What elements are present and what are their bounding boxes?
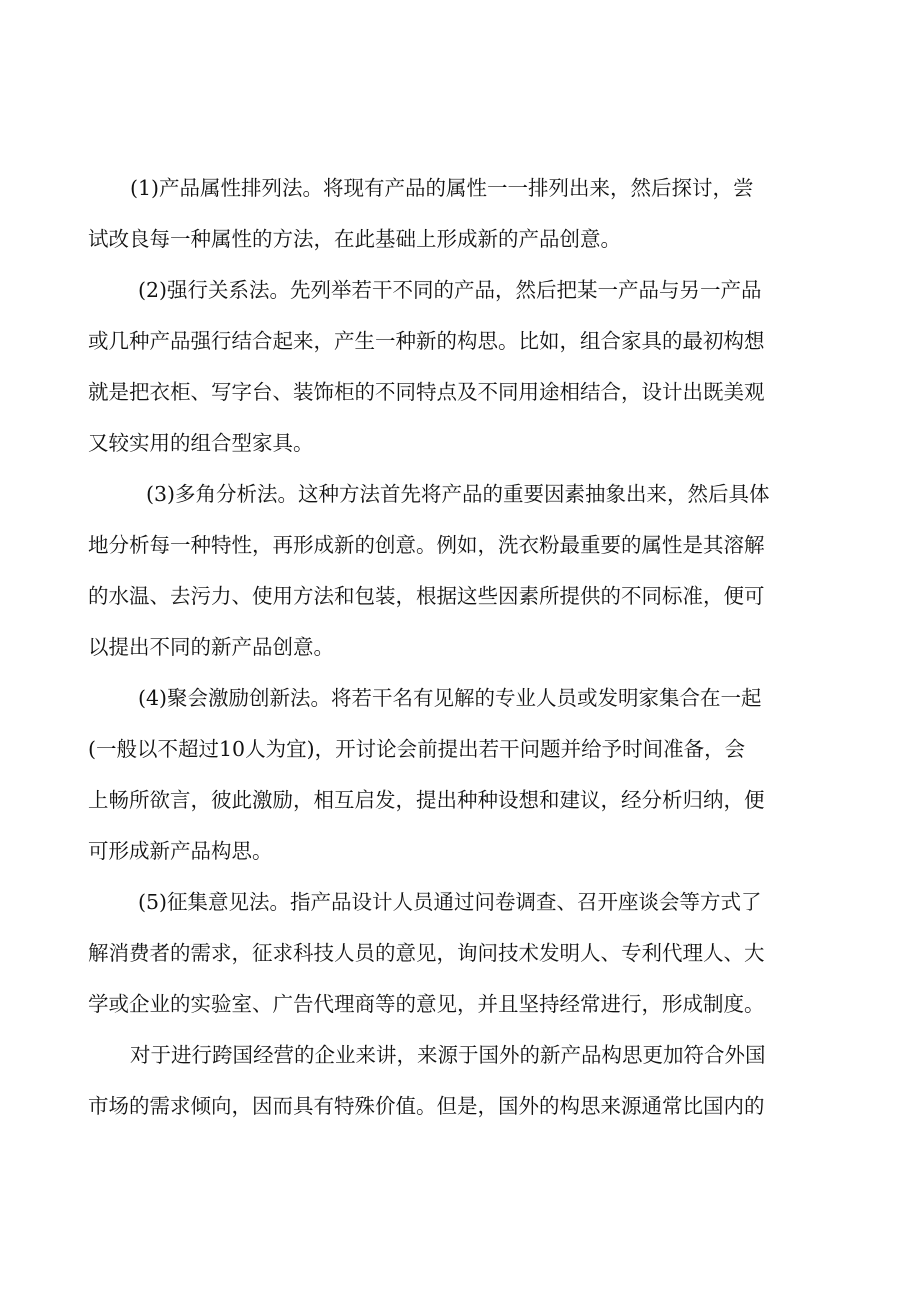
text-line: (4)聚会激励创新法。将若干名有见解的专业人员或发明家集合在一起 [138, 686, 762, 710]
text-line: (2)强行关系法。先列举若干不同的产品，然后把某一产品与另一产品 [138, 278, 762, 302]
text-line: (3)多角分析法。这种方法首先将产品的重要因素抽象出来，然后具体 [146, 482, 770, 506]
text-line: (5)征集意见法。指产品设计人员通过问卷调查、召开座谈会等方式了 [138, 890, 762, 914]
text-line: (一般以不超过10人为宜)，开讨论会前提出若干问题并给予时间准备，会 [88, 737, 746, 761]
text-line: 的水温、去污力、使用方法和包装，根据这些因素所提供的不同标准，便可 [88, 584, 765, 608]
text-line: 就是把衣柜、写字台、装饰柜的不同特点及不同用途相结合，设计出既美观 [88, 380, 765, 404]
text-line: 可形成新产品构思。 [88, 839, 273, 863]
text-line: 对于进行跨国经营的企业来讲，来源于国外的新产品构思更加符合外国 [130, 1043, 766, 1067]
text-line: 上畅所欲言，彼此激励，相互启发，提出种种设想和建议，经分析归纳，便 [88, 788, 765, 812]
text-line: 以提出不同的新产品创意。 [88, 635, 334, 659]
text-line: 试改良每一种属性的方法，在此基础上形成新的产品创意。 [88, 227, 621, 251]
text-line: 又较实用的组合型家具。 [88, 431, 314, 455]
text-line: (1)产品属性排列法。将现有产品的属性一一排列出来，然后探讨，尝 [130, 176, 754, 200]
text-line: 或几种产品强行结合起来，产生一种新的构思。比如，组合家具的最初构想 [88, 329, 765, 353]
text-line: 市场的需求倾向，因而具有特殊价值。但是，国外的构思来源通常比国内的 [88, 1094, 765, 1118]
text-line: 解消费者的需求，征求科技人员的意见，询问技术发明人、专利代理人、大 [88, 941, 765, 965]
text-line: 地分析每一种特性，再形成新的创意。例如，洗衣粉最重要的属性是其溶解 [88, 533, 765, 557]
text-line: 学或企业的实验室、广告代理商等的意见，并且坚持经常进行，形成制度。 [88, 992, 765, 1016]
